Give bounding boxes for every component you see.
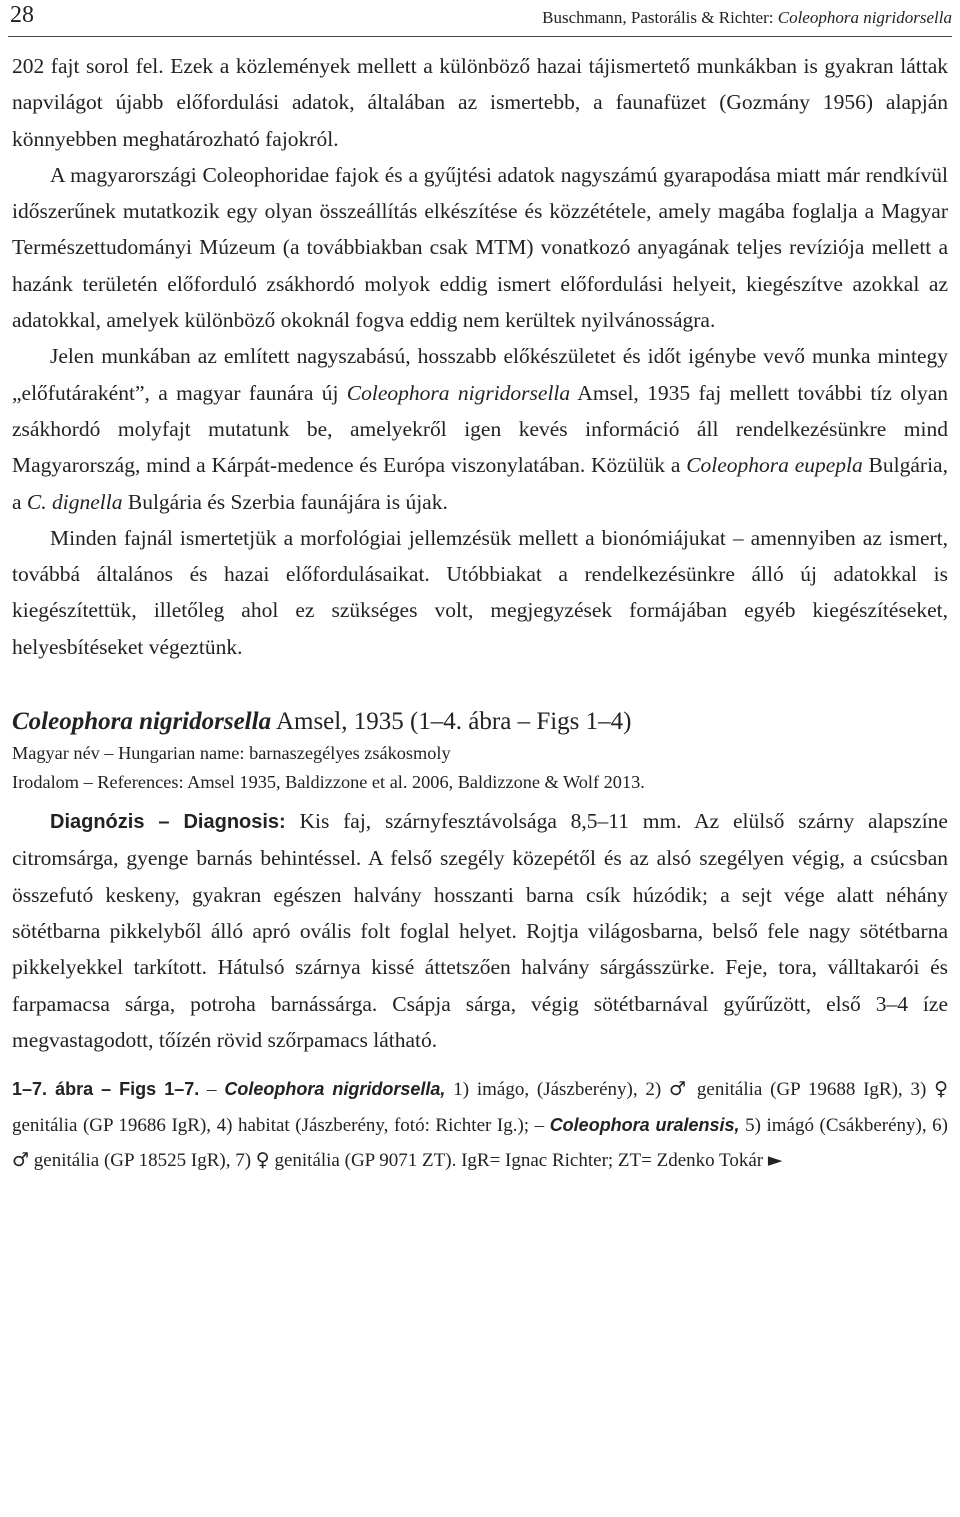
diagnosis-text: Kis faj, szárnyfesztávolsága 8,5–11 mm. Az elülső szárny alapszíne citromsárga, gyenge barnás behintéssel. A felső szegély közepétől és az alsó szegélyen végig, a csúcsban összefutó keskeny, gyakran egészen halvány hosszanti barna csík húzódik; a sejt vége alatt néhány sötétbarna pikkelyből álló apró ovális folt foglal helyet. Rojtja világosbarna, belső fele nagy sötétbarna pikkelyekkel tarkított. Hátulsó szárnya kissé áttetszően halvány sárgásszürke. Feje, tora, válltakarói és farpamacsa sárga, potroha barnássárga. Csápja sárga, végig sötétbarnával gyűrűzött, első 3–4 íze megvastagodott, tőízén rövid szőrpamacs látható. — [12, 809, 948, 1052]
paragraph-3-text-b: Amsel, 1935 faj mellett további tíz olyan zsákhordó molyfajt mutatunk be, amelyekről igen kevés információ áll rendelkezésünkre mind Magyarország, mind a Kárpát-medence és Európa viszonylatában. Közülük a — [12, 380, 948, 478]
caption-text-3: genitália (GP 19686 IgR), 4) habitat (Jászberény, fotó: Richter Ig.); – — [12, 1114, 550, 1136]
male-symbol-icon: ♂ — [12, 1149, 30, 1172]
caption-text-2: genitália (GP 19688 IgR), 3) — [689, 1079, 935, 1101]
caption-text-4: 5) imágó (Csákberény), 6) — [739, 1114, 948, 1136]
species-heading — [12, 705, 948, 739]
diagnosis-paragraph — [12, 803, 948, 1058]
caption-species-nigridorsella: Coleophora nigridorsella, — [224, 1079, 446, 1100]
paragraph-3-text-d: Bulgária és Szerbia faunájára is újak. — [122, 489, 448, 514]
caption-text-1: 1) imágo, (Jászberény), 2) — [445, 1079, 670, 1101]
running-head-species: Coleophora nigridorsella — [777, 8, 952, 27]
caption-dash: – — [199, 1079, 225, 1101]
paragraph-2: A magyarországi Coleophoridae fajok és a gyűjtési adatok nagyszámú gyarapodása miatt már rendkívül időszerűnek mutatkozik egy olyan összeállítás elkészítése és közzététele, amely magába foglalja a Magyar Természettudományi Múzeum (a továbbiakban csak MTM) vonatkozó anyagának teljes revíziója mellett a hazánk területén előforduló zsákhordó molyok eddig ismert előfordulási helyeit, kiegészítve azokkal az adatokkal, amelyek különböző okoknál fogva eddig nem kerültek nyilvánosságra. — [12, 162, 948, 333]
paragraph-1: 202 fajt sorol fel. Ezek a közlemények mellett a különböző hazai tájismertető munkákban is gyakran láttak napvilágot újabb előfordulási adatok, általában az ismertebb, a faunafüzet (Gozmány 1956) alapján könnyebben meghatározható fajokról. — [12, 54, 948, 151]
common-name: Magyar név – Hungarian name: barnaszegélyes zsákosmoly — [12, 743, 451, 764]
species-heading-author: Amsel, 1935 (1–4. ábra – Figs 1–4) — [271, 708, 632, 736]
caption-species-uralensis: Coleophora uralensis, — [549, 1114, 740, 1135]
paragraph-3 — [12, 338, 948, 519]
page-header — [8, 0, 952, 37]
species-heading-name: Coleophora nigridorsella — [12, 708, 272, 736]
paragraph-3-text-c: Bulgária, a — [12, 453, 948, 514]
figure-caption — [12, 1072, 948, 1179]
paragraph-4: Minden fajnál ismertetjük a morfológiai jellemzésük mellett a bionómiájukat – amennyiben az ismert, továbbá általános és hazai előfordulásaikat. Utóbbiakat a rendelkezésünkre álló új adatokkal is kiegészítettük, illetőleg ahol ez szükséges volt, megjegyzések formájában egyéb kiegészítéseket, helyesbítéseket végeztünk. — [12, 525, 948, 659]
references: Irodalom – References: Amsel 1935, Baldizzone et al. 2006, Baldizzone & Wolf 2013. — [12, 772, 645, 793]
diagnosis-label: Diagnózis – Diagnosis: — [50, 811, 286, 834]
caption-label: 1–7. ábra – Figs 1–7. — [12, 1079, 200, 1100]
page-number: 28 — [10, 2, 34, 28]
female-symbol-icon: ♀ — [255, 1149, 270, 1172]
caption-text-6: genitália (GP 9071 ZT). IgR= Ignac Richter; ZT= Zdenko Tokár — [269, 1150, 768, 1172]
male-symbol-icon: ♂ — [669, 1078, 690, 1101]
running-head-authors: Buschmann, Pastorális & Richter: — [542, 8, 778, 27]
species-name-eupepla: Coleophora eupepla — [686, 453, 863, 478]
paragraph-3-text-a: Jelen munkában az említett nagyszabású, hosszabb előkészületet és időt igénybe vevő munka mintegy „előfutáraként”, a magyar faunára új — [12, 344, 948, 405]
continue-arrow-icon: ► — [767, 1149, 783, 1172]
species-name-dignella: C. dignella — [26, 489, 123, 514]
running-head — [542, 8, 952, 28]
female-symbol-icon: ♀ — [934, 1078, 949, 1101]
species-name-nigridorsella: Coleophora nigridorsella — [346, 380, 571, 405]
caption-text-5: genitália (GP 18525 IgR), 7) — [29, 1150, 256, 1172]
main-text — [12, 48, 948, 1198]
